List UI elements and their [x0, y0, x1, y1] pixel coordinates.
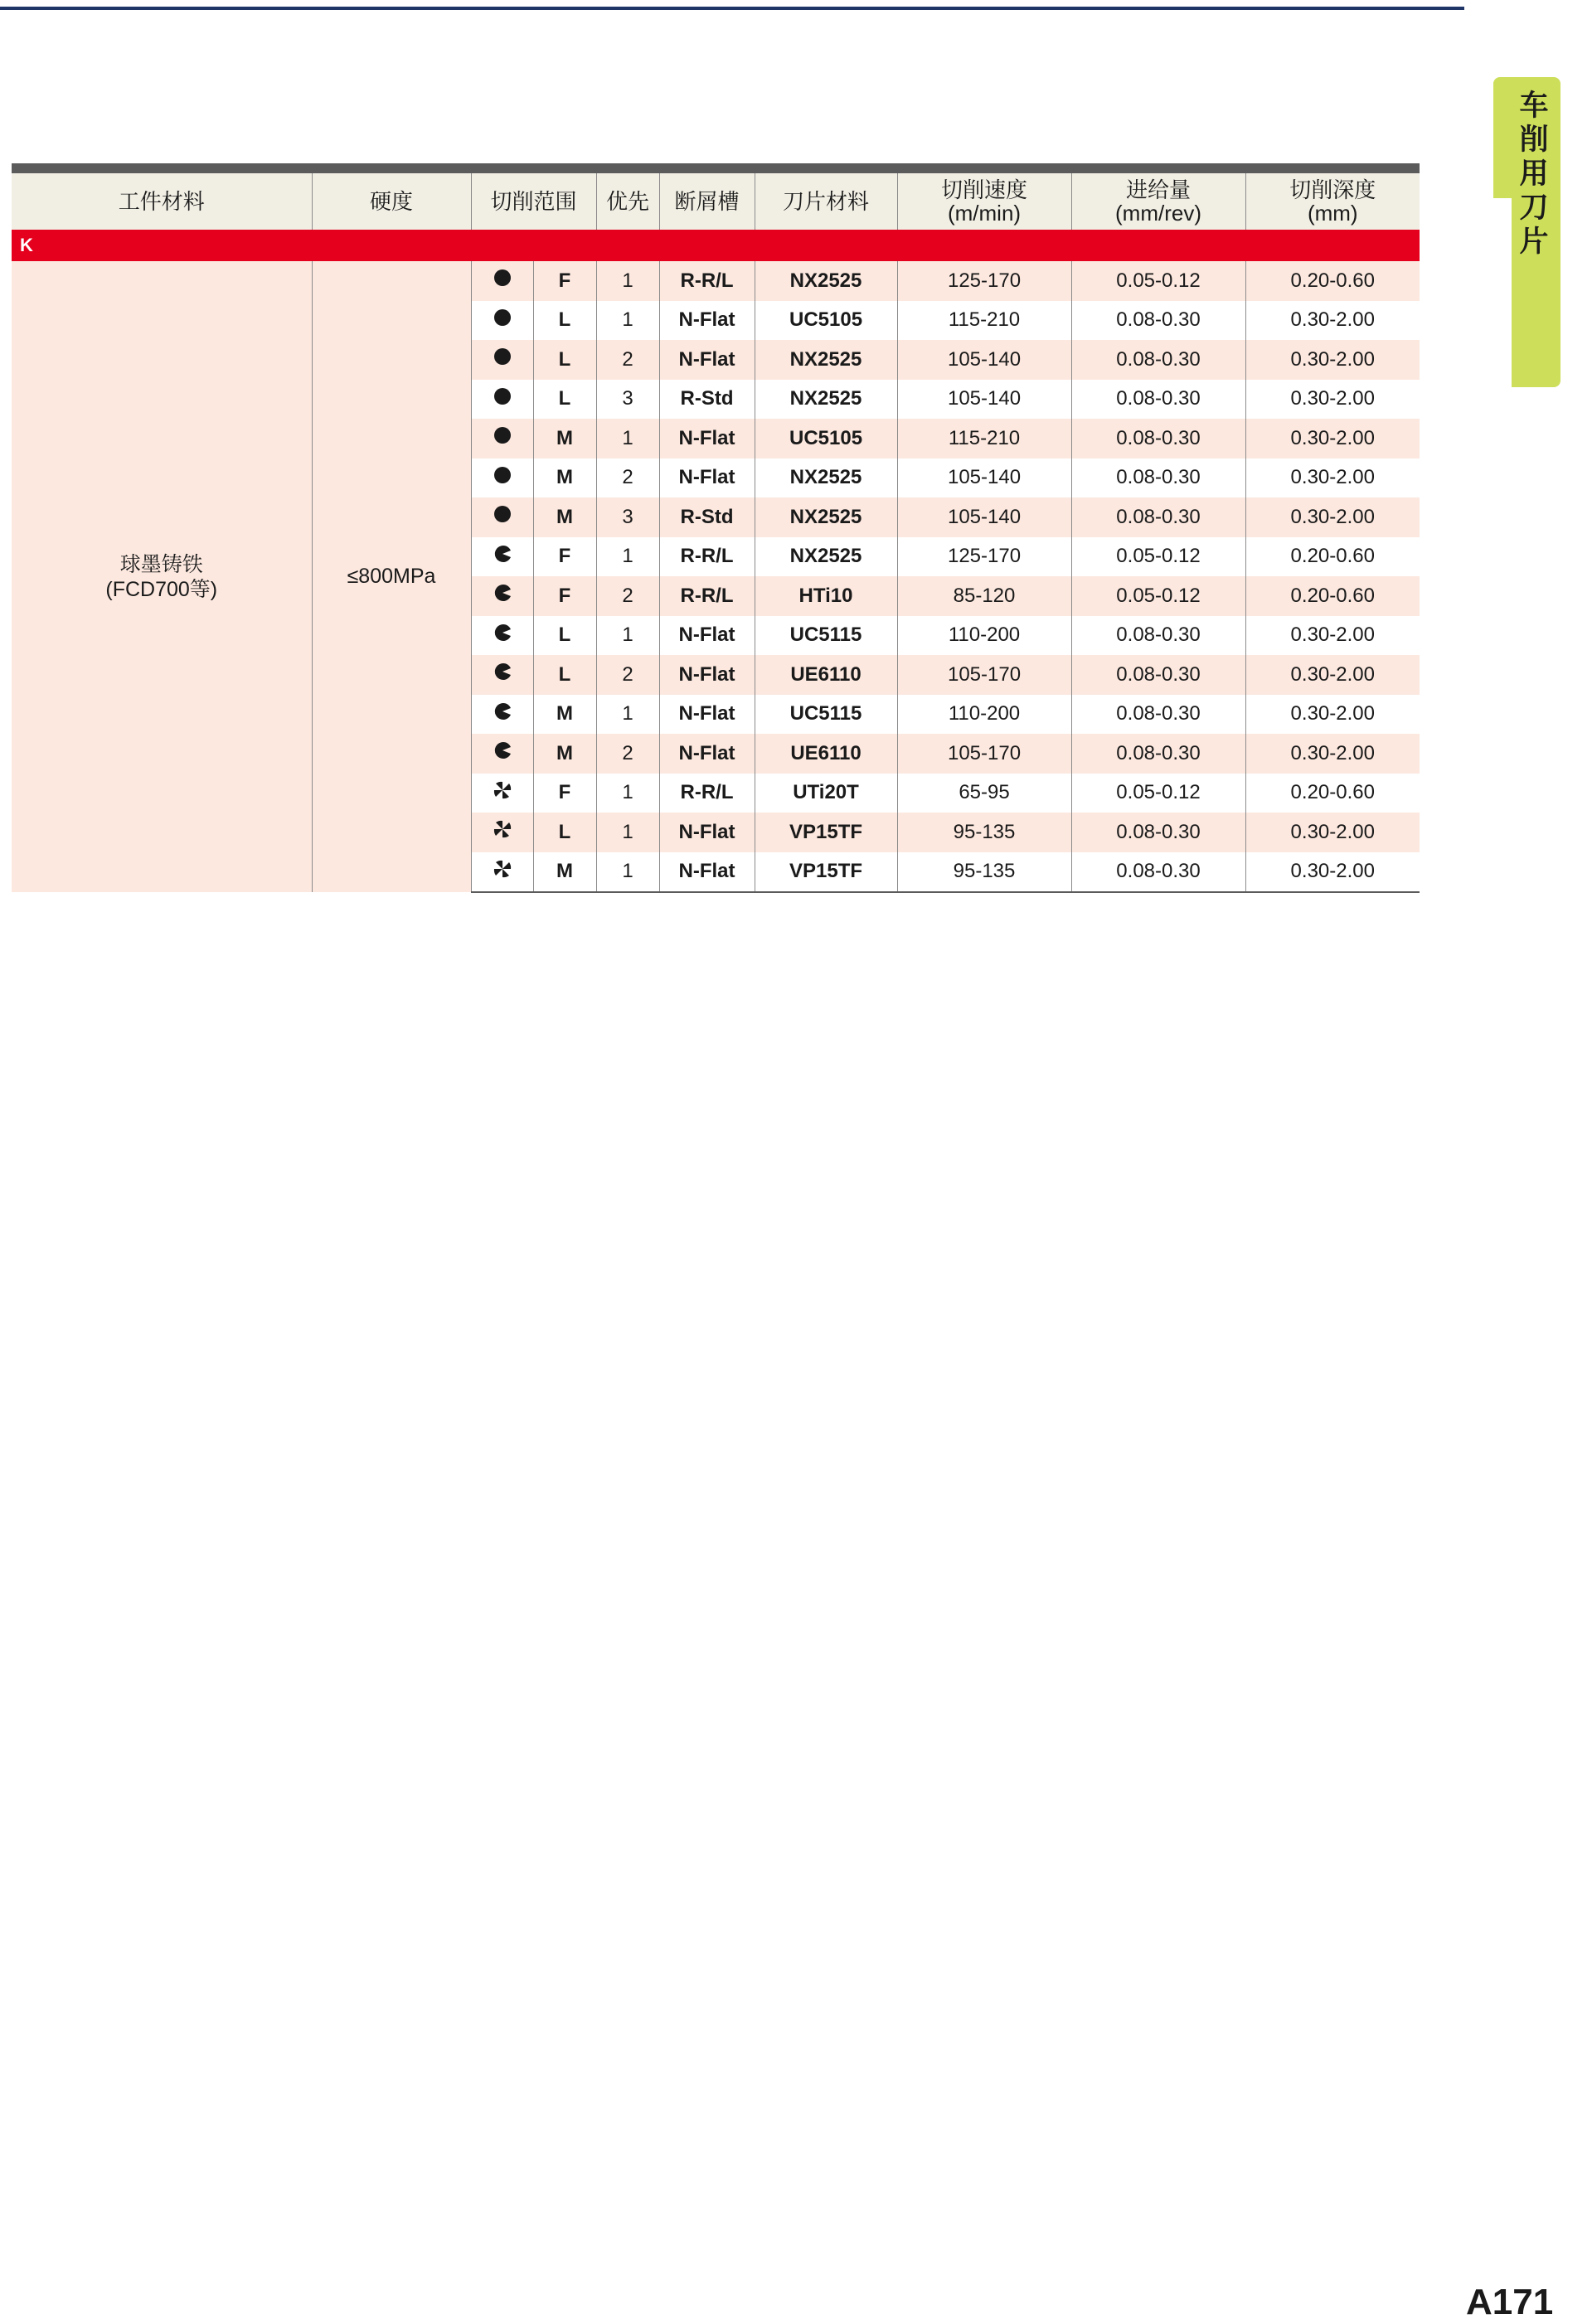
continuous-cut-icon — [493, 387, 512, 411]
feed-rate-cell: 0.08-0.30 — [1071, 458, 1245, 498]
grade-cell: NX2525 — [755, 340, 897, 380]
priority-cell: 1 — [596, 261, 659, 301]
cutting-range-cell: L — [533, 616, 596, 656]
cut-type-cell — [471, 852, 533, 893]
cutting-speed-cell: 105-140 — [897, 340, 1071, 380]
page-number: A171 — [1466, 2282, 1554, 2322]
cutting-speed-cell: 110-200 — [897, 695, 1071, 735]
cutting-depth-cell: 0.30-2.00 — [1245, 458, 1420, 498]
cutting-range-cell: L — [533, 813, 596, 852]
light-interrupted-cut-icon — [493, 545, 512, 569]
hardness-cell: ≤800MPa — [312, 261, 471, 892]
grade-cell: NX2525 — [755, 537, 897, 577]
feed-rate-cell: 0.08-0.30 — [1071, 497, 1245, 537]
chipbreaker-cell: R-R/L — [659, 261, 755, 301]
heavy-interrupted-cut-icon — [493, 860, 512, 884]
section-tab[interactable] — [1493, 77, 1560, 387]
cutting-depth-cell: 0.30-2.00 — [1245, 852, 1420, 893]
cut-type-cell — [471, 774, 533, 813]
cutting-speed-cell: 105-140 — [897, 380, 1071, 420]
continuous-cut-icon — [493, 269, 512, 293]
section-tab-label: 车削用刀片 — [1519, 90, 1549, 258]
feed-rate-cell: 0.05-0.12 — [1071, 774, 1245, 813]
chipbreaker-cell: N-Flat — [659, 340, 755, 380]
grade-cell: UTi20T — [755, 774, 897, 813]
cut-type-cell — [471, 261, 533, 301]
priority-cell: 3 — [596, 497, 659, 537]
cutting-range-cell: M — [533, 852, 596, 893]
cutting-depth-cell: 0.30-2.00 — [1245, 497, 1420, 537]
priority-cell: 1 — [596, 774, 659, 813]
cutting-speed-cell: 125-170 — [897, 261, 1071, 301]
priority-cell: 1 — [596, 537, 659, 577]
priority-cell: 2 — [596, 458, 659, 498]
header-speed: 切削速度 (m/min) — [897, 173, 1071, 230]
light-interrupted-cut-icon — [493, 584, 512, 608]
grade-cell: HTi10 — [755, 576, 897, 616]
feed-rate-cell: 0.05-0.12 — [1071, 537, 1245, 577]
chipbreaker-cell: N-Flat — [659, 852, 755, 893]
cutting-speed-cell: 110-200 — [897, 616, 1071, 656]
priority-cell: 1 — [596, 616, 659, 656]
header-priority: 优先 — [596, 173, 659, 230]
header-material: 工件材料 — [12, 173, 312, 230]
material-spec: (FCD700等) — [105, 577, 218, 601]
table-row — [12, 261, 1420, 301]
feed-rate-cell: 0.08-0.30 — [1071, 813, 1245, 852]
header-cutting-range: 切削范围 — [471, 173, 596, 230]
feed-rate-cell: 0.05-0.12 — [1071, 576, 1245, 616]
cutting-speed-cell: 105-170 — [897, 655, 1071, 695]
grade-cell: UE6110 — [755, 734, 897, 774]
feed-rate-cell: 0.08-0.30 — [1071, 419, 1245, 458]
grade-cell: VP15TF — [755, 852, 897, 893]
cut-type-cell — [471, 537, 533, 577]
feed-rate-cell: 0.08-0.30 — [1071, 301, 1245, 341]
chipbreaker-cell: R-R/L — [659, 537, 755, 577]
cutting-depth-cell: 0.20-0.60 — [1245, 774, 1420, 813]
continuous-cut-icon — [493, 347, 512, 371]
cutting-depth-cell: 0.30-2.00 — [1245, 734, 1420, 774]
cutting-speed-cell: 105-170 — [897, 734, 1071, 774]
material-cell — [12, 261, 312, 892]
cutting-conditions-table — [12, 173, 1420, 893]
chipbreaker-cell: N-Flat — [659, 616, 755, 656]
priority-cell: 1 — [596, 419, 659, 458]
chipbreaker-cell: N-Flat — [659, 301, 755, 341]
cutting-depth-cell: 0.20-0.60 — [1245, 537, 1420, 577]
chipbreaker-cell: R-Std — [659, 380, 755, 420]
grade-cell: NX2525 — [755, 261, 897, 301]
header-feed: 进给量 (mm/rev) — [1071, 173, 1245, 230]
cutting-range-cell: M — [533, 458, 596, 498]
priority-cell: 2 — [596, 655, 659, 695]
light-interrupted-cut-icon — [493, 662, 512, 687]
table-header — [12, 173, 1420, 230]
feed-rate-cell: 0.08-0.30 — [1071, 852, 1245, 893]
cutting-depth-cell: 0.30-2.00 — [1245, 616, 1420, 656]
feed-rate-cell: 0.08-0.30 — [1071, 616, 1245, 656]
cutting-speed-cell: 115-210 — [897, 301, 1071, 341]
header-hardness: 硬度 — [312, 173, 471, 230]
cut-type-cell — [471, 576, 533, 616]
cutting-depth-cell: 0.30-2.00 — [1245, 655, 1420, 695]
feed-rate-cell: 0.08-0.30 — [1071, 340, 1245, 380]
continuous-cut-icon — [493, 308, 512, 332]
cutting-depth-cell: 0.30-2.00 — [1245, 695, 1420, 735]
cutting-range-cell: F — [533, 261, 596, 301]
cutting-speed-cell: 95-135 — [897, 813, 1071, 852]
cut-type-cell — [471, 734, 533, 774]
continuous-cut-icon — [493, 466, 512, 490]
chipbreaker-cell: N-Flat — [659, 695, 755, 735]
table-top-bar — [12, 163, 1420, 173]
cutting-depth-cell: 0.30-2.00 — [1245, 419, 1420, 458]
cutting-range-cell: L — [533, 340, 596, 380]
cutting-speed-cell: 95-135 — [897, 852, 1071, 893]
cutting-depth-cell: 0.20-0.60 — [1245, 261, 1420, 301]
header-depth: 切削深度 (mm) — [1245, 173, 1420, 230]
cutting-range-cell: M — [533, 734, 596, 774]
light-interrupted-cut-icon — [493, 741, 512, 765]
grade-cell: NX2525 — [755, 458, 897, 498]
cutting-range-cell: L — [533, 380, 596, 420]
cut-type-cell — [471, 695, 533, 735]
material-name: 球墨铸铁 — [119, 552, 203, 576]
grade-cell: UC5105 — [755, 419, 897, 458]
cut-type-cell — [471, 813, 533, 852]
cutting-range-cell: L — [533, 655, 596, 695]
cutting-depth-cell: 0.30-2.00 — [1245, 340, 1420, 380]
cutting-speed-cell: 105-140 — [897, 497, 1071, 537]
chipbreaker-cell: N-Flat — [659, 458, 755, 498]
cutting-range-cell: M — [533, 497, 596, 537]
cutting-range-cell: F — [533, 576, 596, 616]
grade-cell: UC5105 — [755, 301, 897, 341]
cutting-range-cell: M — [533, 419, 596, 458]
cutting-depth-cell: 0.30-2.00 — [1245, 301, 1420, 341]
grade-cell: UC5115 — [755, 695, 897, 735]
cut-type-cell — [471, 380, 533, 420]
cutting-depth-cell: 0.20-0.60 — [1245, 576, 1420, 616]
priority-cell: 1 — [596, 301, 659, 341]
cut-type-cell — [471, 497, 533, 537]
feed-rate-cell: 0.05-0.12 — [1071, 261, 1245, 301]
light-interrupted-cut-icon — [493, 623, 512, 648]
priority-cell: 2 — [596, 734, 659, 774]
cutting-range-cell: F — [533, 537, 596, 577]
cutting-speed-cell: 105-140 — [897, 458, 1071, 498]
priority-cell: 1 — [596, 813, 659, 852]
continuous-cut-icon — [493, 426, 512, 450]
header-grade: 刀片材料 — [755, 173, 897, 230]
chipbreaker-cell: N-Flat — [659, 419, 755, 458]
priority-cell: 2 — [596, 340, 659, 380]
cutting-range-cell: M — [533, 695, 596, 735]
cutting-speed-cell: 125-170 — [897, 537, 1071, 577]
group-row-k — [12, 230, 1420, 261]
cut-type-cell — [471, 458, 533, 498]
cut-type-cell — [471, 419, 533, 458]
cut-type-cell — [471, 655, 533, 695]
chipbreaker-cell: R-R/L — [659, 576, 755, 616]
grade-cell: NX2525 — [755, 497, 897, 537]
cut-type-cell — [471, 616, 533, 656]
continuous-cut-icon — [493, 505, 512, 529]
cutting-depth-cell: 0.30-2.00 — [1245, 813, 1420, 852]
feed-rate-cell: 0.08-0.30 — [1071, 380, 1245, 420]
chipbreaker-cell: N-Flat — [659, 655, 755, 695]
priority-cell: 1 — [596, 695, 659, 735]
cutting-speed-cell: 85-120 — [897, 576, 1071, 616]
grade-cell: NX2525 — [755, 380, 897, 420]
priority-cell: 3 — [596, 380, 659, 420]
top-rule — [0, 7, 1464, 10]
cutting-depth-cell: 0.30-2.00 — [1245, 380, 1420, 420]
cut-type-cell — [471, 340, 533, 380]
cutting-range-cell: F — [533, 774, 596, 813]
grade-cell: VP15TF — [755, 813, 897, 852]
feed-rate-cell: 0.08-0.30 — [1071, 734, 1245, 774]
priority-cell: 2 — [596, 576, 659, 616]
heavy-interrupted-cut-icon — [493, 781, 512, 805]
heavy-interrupted-cut-icon — [493, 820, 512, 844]
cutting-speed-cell: 65-95 — [897, 774, 1071, 813]
chipbreaker-cell: R-R/L — [659, 774, 755, 813]
feed-rate-cell: 0.08-0.30 — [1071, 655, 1245, 695]
chipbreaker-cell: N-Flat — [659, 734, 755, 774]
feed-rate-cell: 0.08-0.30 — [1071, 695, 1245, 735]
header-chipbreaker: 断屑槽 — [659, 173, 755, 230]
chipbreaker-cell: N-Flat — [659, 813, 755, 852]
cutting-speed-cell: 115-210 — [897, 419, 1071, 458]
chipbreaker-cell: R-Std — [659, 497, 755, 537]
light-interrupted-cut-icon — [493, 702, 512, 726]
group-label: K — [12, 230, 1420, 261]
grade-cell: UE6110 — [755, 655, 897, 695]
priority-cell: 1 — [596, 852, 659, 893]
grade-cell: UC5115 — [755, 616, 897, 656]
cut-type-cell — [471, 301, 533, 341]
cutting-range-cell: L — [533, 301, 596, 341]
